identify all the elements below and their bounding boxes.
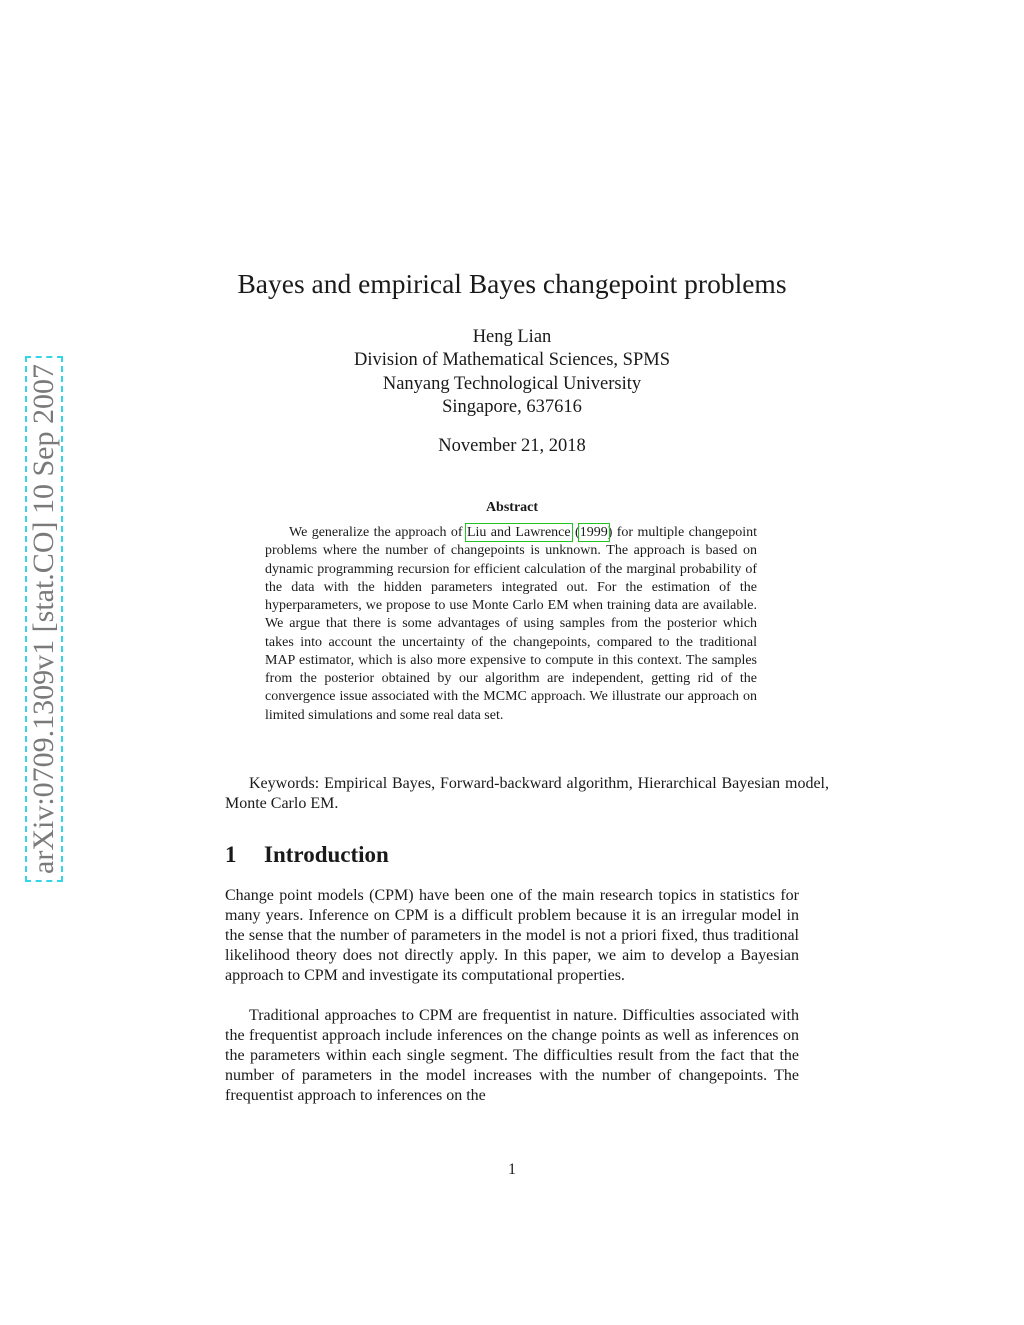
body-paragraph-2: Traditional approaches to CPM are frequentist in nature. Difficulties associated with the frequentist approach include inferences on the change points as well as inferences on the parameters within each single segment. The difficulties result from the fact that the number of parameters in the model increases with the number of changepoints. The frequentist approach to inferences on the [225,1007,799,1104]
section-number: 1 [225,842,237,867]
abstract-text-rest: ) for multiple changepoint problems where the number of changepoints is unknown. The approach is based on dynamic programming recursion for efficient calculation of the marginal probability of the data with the hidden parameters integrated out. For the estimation of the hyperparameters, we propose to use Monte Carlo EM when training data are available. We argue that there is some advantages of using samples from the posterior which takes into account the uncertainty of the changepoints, compared to the traditional MAP estimator, which is also more expensive to compute in this context. The samples from the posterior obtained by our algorithm are independent, getting rid of the convergence issue associated with the MCMC approach. We illustrate our approach on limited simulations and some real data set. [265,525,757,723]
arxiv-identifier[interactable]: arXiv:0709.1309v1 [stat.CO] 10 Sep 2007 [25,356,63,882]
section-title: Introduction [264,842,389,867]
section-heading [225,842,389,868]
affiliation-location: Singapore, 637616 [442,397,582,418]
abstract-heading: Abstract [485,500,539,515]
abstract-text-start: We generalize the approach of [289,525,467,540]
paper-title: Bayes and empirical Bayes changepoint problems [237,268,787,299]
citation-link-year[interactable]: 1999 [579,525,608,540]
author-block [0,326,1024,420]
affiliation-division: Division of Mathematical Sciences, SPMS [353,350,670,371]
affiliation-university: Nanyang Technological University [382,373,642,394]
citation-paren: ( [570,525,580,540]
paper-date: November 21, 2018 [438,436,586,456]
body-paragraph-1: Change point models (CPM) have been one of the main research topics in statistics for many years. Inference on CPM is a difficult problem because it is an irregular model in the sense that the number of parameters in the model is not a priori fixed, thus traditional likelihood theory does not directly apply. In this paper, we aim to develop a Bayesian approach to CPM and investigate its computational properties. [225,887,799,984]
keywords: Keywords: Empirical Bayes, Forward-backward algorithm, Hierarchical Bayesian model, Monte Carlo EM. [225,775,829,812]
abstract-body [265,524,757,725]
citation-link-authors[interactable]: Liu and Lawrence [466,525,571,540]
page-number: 1 [508,1161,516,1178]
author-name: Heng Lian [472,327,552,347]
